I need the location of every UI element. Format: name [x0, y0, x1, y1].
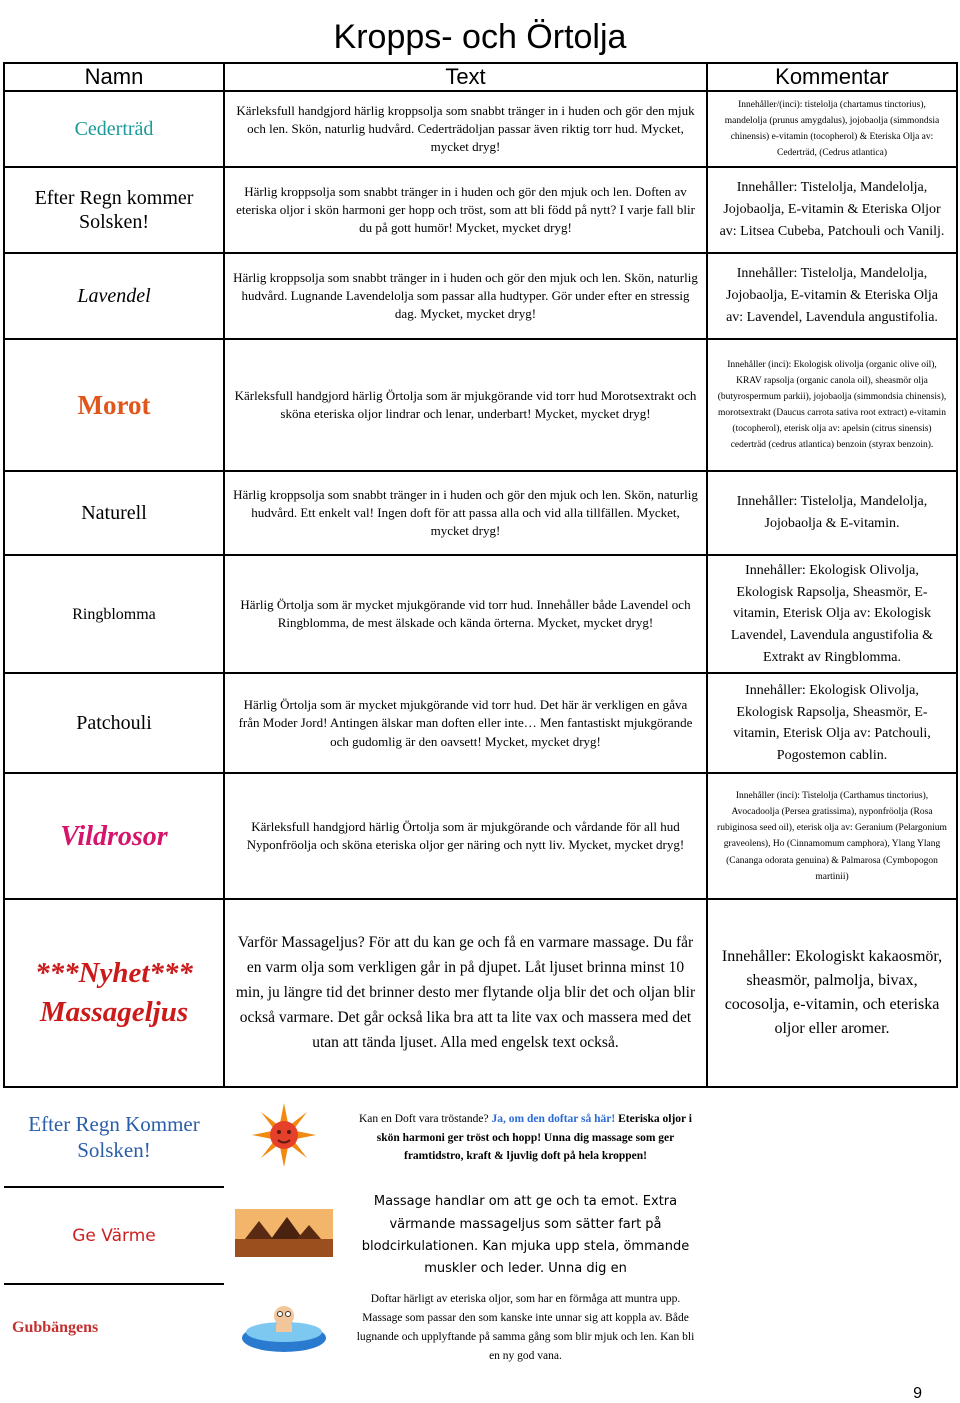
page-title: Kropps- och Örtolja — [333, 18, 627, 56]
product-name: Cederträd — [4, 91, 224, 167]
solsken-text-b: Ja, om den doftar så här! — [491, 1113, 616, 1126]
table-row — [4, 1087, 957, 1187]
product-comment: Innehåller: Ekologiskt kakaosmör, sheasmör, palmolja, bivax, cocosolja, e-vitamin, och eteriska oljor eller aromer. — [707, 899, 957, 1087]
table-row — [4, 899, 957, 1087]
product-comment: Innehåller/(inci): tistelolja (chartamus tinctorius), mandelolja (prunus amygdalus), jojobaolja (simmondsia chinensis) e-vitamin (tocopherol) & Eteriska Olja av: Cederträd, (Cedrus atlantica) — [707, 91, 957, 167]
product-comment: Innehåller: Tistelolja, Mandelolja, Jojobaolja, E-vitamin & Eteriska Oljor av: Litsea Cubeba, Patchouli och Vanilj. — [707, 167, 957, 253]
table-row — [4, 471, 957, 555]
product-name: Efter Regn kommer Solsken! — [4, 167, 224, 253]
product-comment: Innehåller: Ekologisk Olivolja, Ekologisk Rapsolja, Sheasmör, E-vitamin, Eterisk Olja av: Patchouli, Pogostemon cablin. — [707, 673, 957, 773]
table-row — [4, 773, 957, 899]
product-text: Varför Massageljus? För att du kan ge och få en varmare massage. Du får en varm olja som verkligen går in på djupet. Låt ljuset brinna minst 10 min, ju längre tid det brinner desto mer flytande olja blir det och oljan blir också varmare. Det går också lika bra att ta lite vax och massera med det utan att tända ljuset. Alla med engelsk text också. — [224, 899, 707, 1087]
solsken-text — [344, 1106, 707, 1169]
product-text: Härlig Örtolja som är mycket mjukgörande vid torr hud. Det här är verkligen en gåva från Moder Jord! Antingen älskar man doften eller inte… Men fantastiskt mjukgörande och gudomlig är den oavsett! Mycket, mycket dryg! — [224, 673, 707, 773]
table-row — [4, 1284, 957, 1372]
solsken-title: Efter Regn Kommer Solsken! — [4, 1087, 224, 1187]
product-table — [3, 62, 958, 1372]
product-comment: Innehåller (inci): Ekologisk olivolja (organic olive oil), KRAV rapsolja (organic canola oil), sheasmör olja (butyrospermum parkii), jojobaolja (simmondsia chinensis), morotsextrakt (Daucus carrota sativa root extract) e-vitamin (tocopherol), eterisk olja av: apelsin (citrus sinensis) cederträd (cedrus atlantica) benzoin (styrax benzoin). — [707, 339, 957, 471]
solsken-text-a: Kan en Doft vara tröstande? — [358, 1113, 489, 1126]
product-text: Kärleksfull handgjord härlig Örtolja som är mjukgörande vid torr hud Morotsextrakt och sköna eteriska oljor lindrar och lenar, underbart! Mycket, mycket dryg! — [224, 339, 707, 471]
gevarme-text: Massage handlar om att ge och ta emot. Extra värmande massageljus som sätter fart på blodcirkulationen. Kan mjuka upp stela, ömmande muskler och leder. Unna dig en — [361, 1194, 690, 1276]
bathtub-icon — [224, 1296, 344, 1359]
sun-icon — [224, 1103, 344, 1172]
header-text: Text — [224, 63, 707, 91]
table-row — [4, 339, 957, 471]
product-comment: Innehåller: Tistelolja, Mandelolja, Jojobaolja & E-vitamin. — [707, 471, 957, 555]
product-name: Naturell — [4, 471, 224, 555]
product-text: Härlig kroppsolja som snabbt tränger in i huden och gör den mjuk och len. Skön, naturlig hudvård. Ett enkelt val! Ingen doft för att passa alla och vid alla tillfällen. Mycket, mycket dryg! — [224, 471, 707, 555]
table-row — [4, 91, 957, 167]
solsken-text-c: Eteriska oljor i skön harmoni ger tröst och hopp! Unna dig massage som ger framtidstro, kraft & ljuvlig doft på hela kroppen! — [376, 1113, 693, 1163]
product-name: ***Nyhet*** Massageljus — [4, 899, 224, 1087]
product-comment: Innehåller: Tistelolja, Mandelolja, Jojobaolja, E-vitamin & Eteriska Olja av: Lavendel, Lavendula angustifolia. — [707, 253, 957, 339]
product-text: Härlig kroppsolja som snabbt tränger in i huden och gör den mjuk och len. Doften av eteriska oljor i skön harmoni ger hopp och tröst, som att bli född på nytt? I varje fall blir du på gott humör! Mycket, mycket dryg! — [224, 167, 707, 253]
table-row — [4, 673, 957, 773]
product-text: Kärleksfull handgjord härlig kroppsolja som snabbt tränger in i huden och gör den mjuk och len. Skön, naturlig hudvård. Cederträdoljan passar även riktig torr hud. Mycket, mycket dryg! — [224, 91, 707, 167]
table-row — [4, 1187, 957, 1283]
table-row — [4, 555, 957, 673]
product-name: Lavendel — [4, 253, 224, 339]
product-text: Härlig Örtolja som är mycket mjukgörande vid torr hud. Innehåller både Lavendel och Ringblomma, de mest älskade och kända örterna. Mycket, mycket dryg! — [224, 555, 707, 673]
header-row — [4, 63, 957, 91]
table-row — [4, 253, 957, 339]
gubb-text: Doftar härligt av eteriska oljor, som har en förmåga att muntra upp. Massage som passar den som kanske inte unnar sig att koppla av. Både lugnande och upplyftande på samma gång som blir mjuk och len. Kan bli en ny god vana. — [356, 1292, 695, 1362]
gubb-title: Gubbängens — [4, 1284, 224, 1372]
page-number: 9 — [913, 1385, 922, 1402]
product-name: Patchouli — [4, 673, 224, 773]
header-comment: Kommentar — [707, 63, 957, 91]
gevarme-title: Ge Värme — [4, 1187, 224, 1283]
product-name: Ringblomma — [4, 555, 224, 673]
product-text: Härlig kroppsolja som snabbt tränger in i huden och gör den mjuk och len. Skön, naturlig hudvård. Lugnande Lavendelolja som passar alla hudtyper. Gör under efter en stressig dag. Mycket, mycket dryg! — [224, 253, 707, 339]
header-name: Namn — [4, 63, 224, 91]
product-comment: Innehåller (inci): Tistelolja (Carthamus tinctorius), Avocadoolja (Persea gratissima), nyponfröolja (Rosa rubiginosa seed oil), eterisk olja av: Geranium (Pelargonium graveolens), Ho (Cinnamomum camphora), Ylang Ylang (Cananga odorata genuina) & Palmarosa (Cymbopogon martinii) — [707, 773, 957, 899]
table-row — [4, 167, 957, 253]
product-comment: Innehåller: Ekologisk Olivolja, Ekologisk Rapsolja, Sheasmör, E-vitamin, Eterisk Olja av: Ekologisk Lavendel, Lavendula angustifolia & Extrakt av Ringblomma. — [707, 555, 957, 673]
product-text: Kärleksfull handgjord härlig Örtolja som är mjukgörande och vårdande för all hud Nyponfröolja och sköna eteriska oljor ger näring och nytt liv. Mycket, mycket dryg! — [224, 773, 707, 899]
product-name: Morot — [4, 339, 224, 471]
desert-icon — [224, 1209, 344, 1262]
product-name: Vildrosor — [4, 773, 224, 899]
